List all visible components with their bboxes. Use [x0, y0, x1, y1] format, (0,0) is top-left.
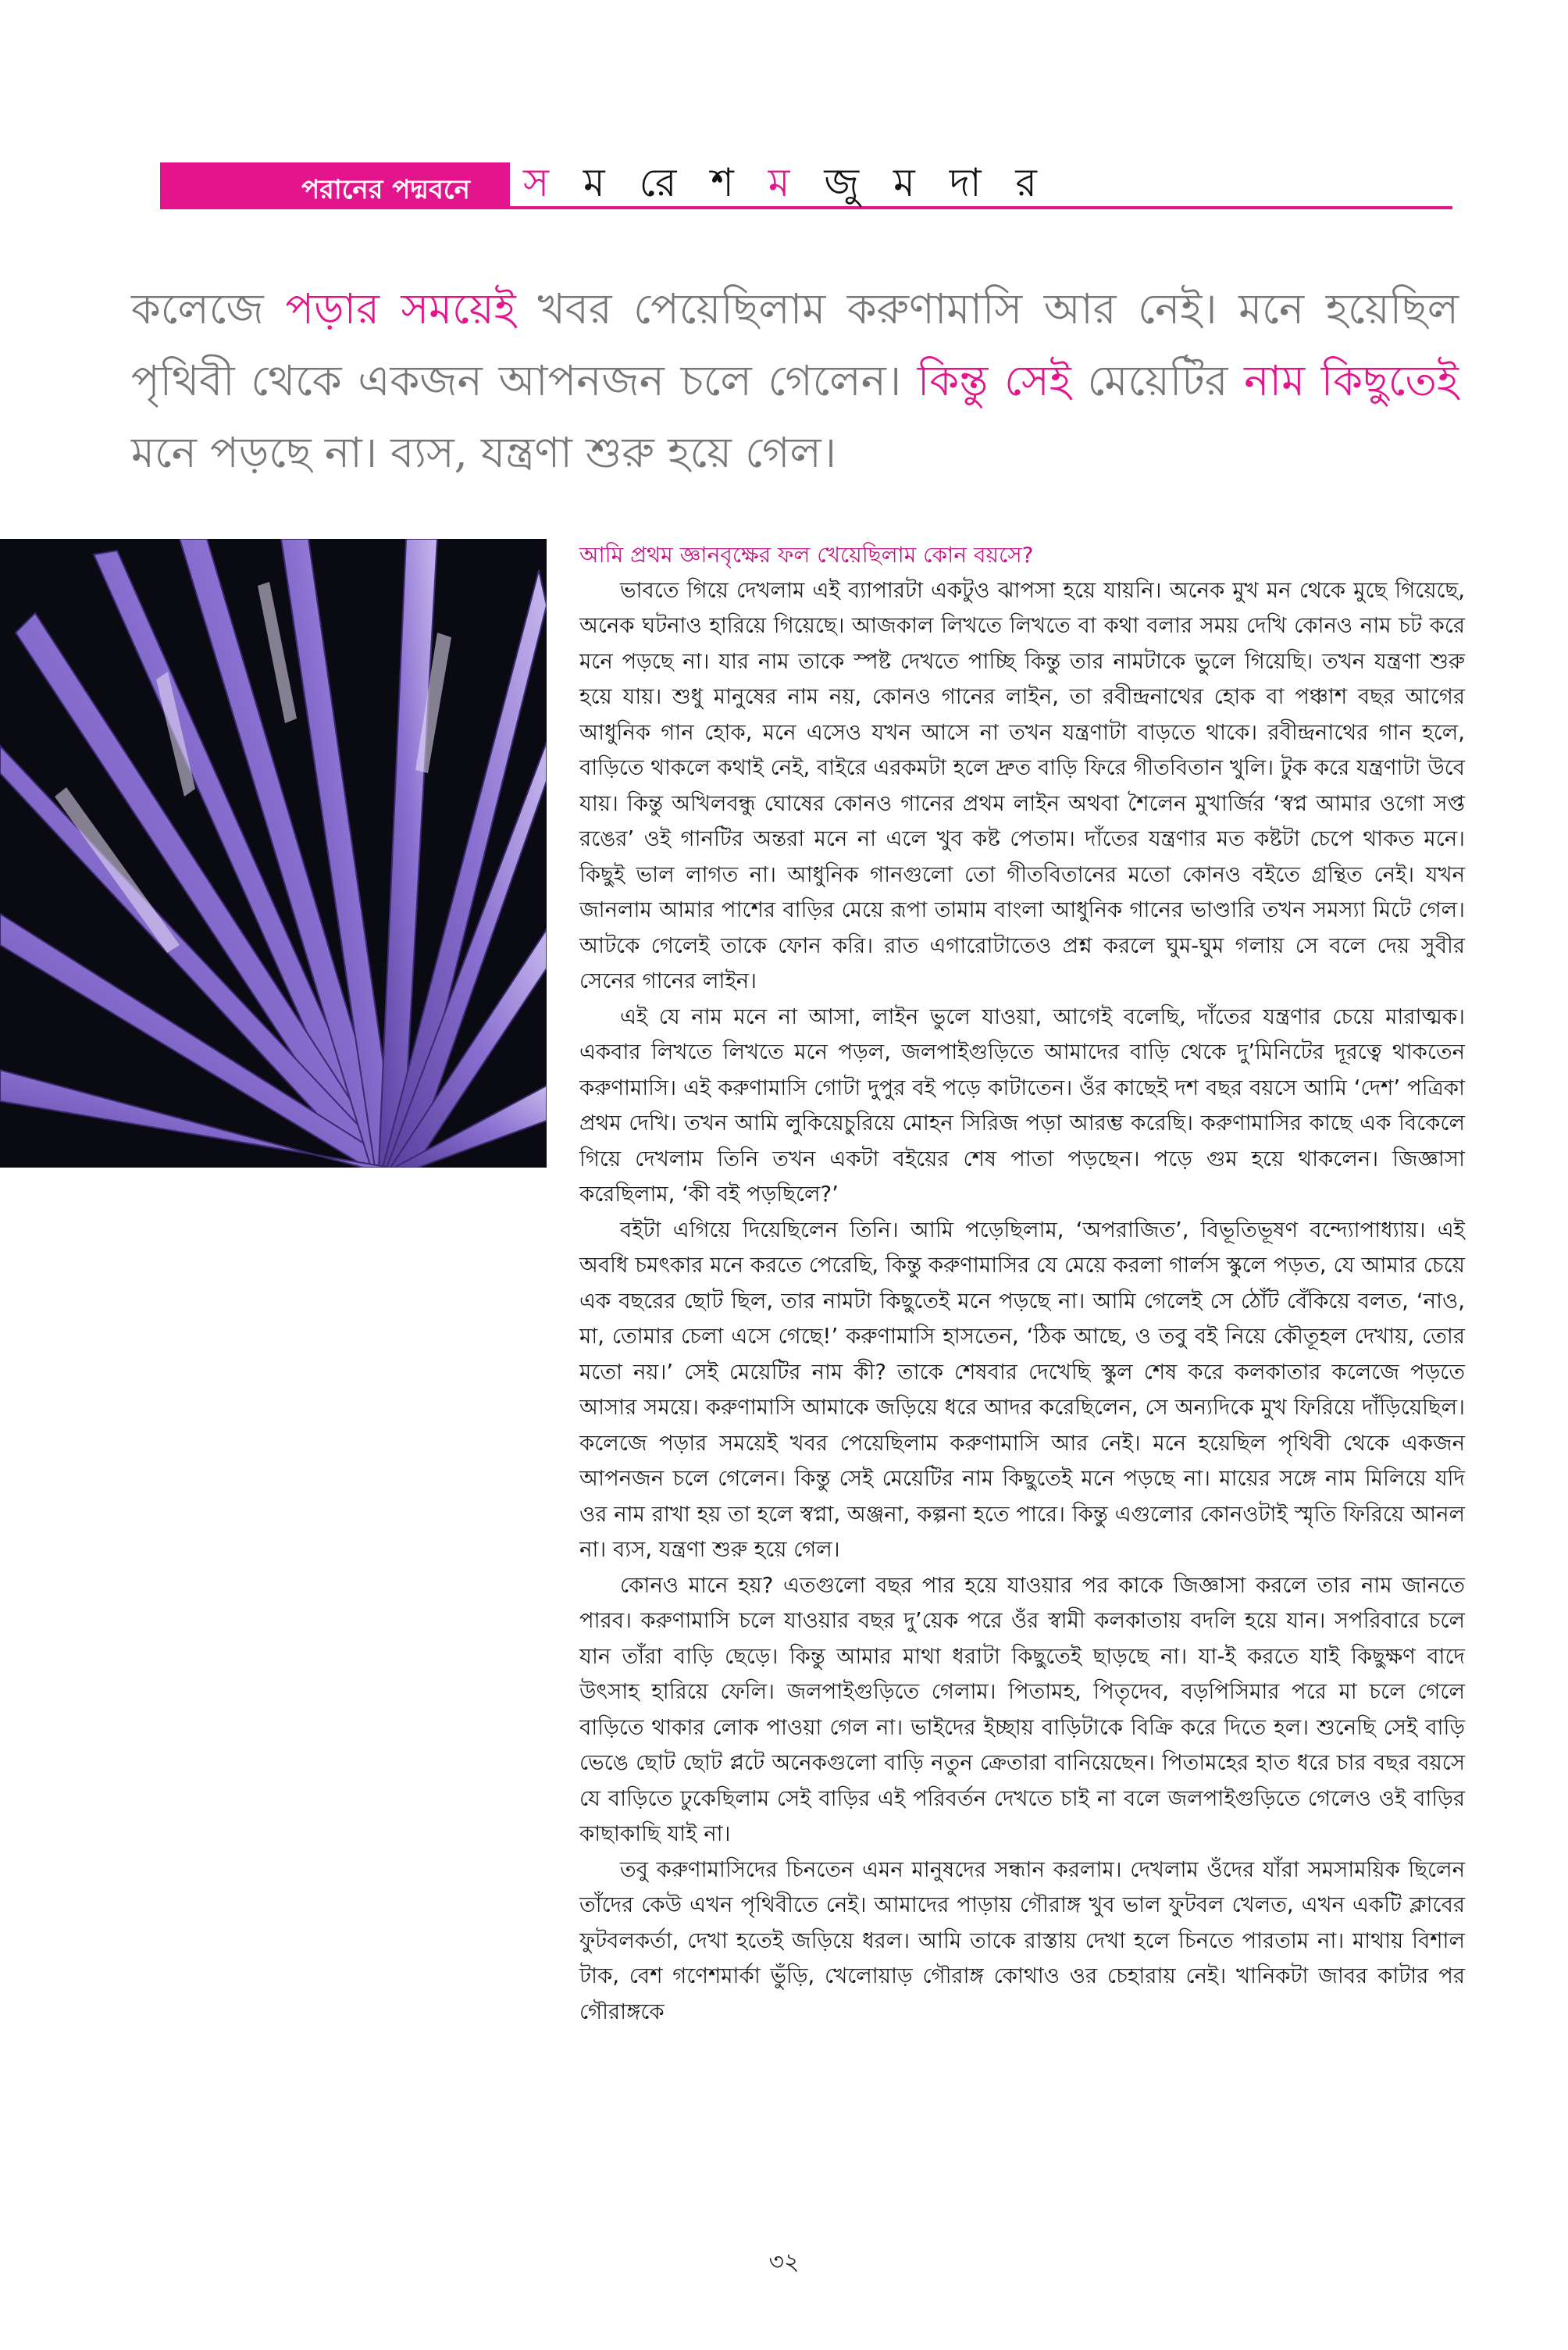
series-label: পরানের পদ্মবনে: [262, 170, 510, 209]
lead-text-4: মনে পড়ছে না। ব্যস, যন্ত্রণা শুরু হয়ে গেল।: [131, 428, 837, 477]
lead-highlight-3: নাম কিছুতেই: [1244, 356, 1459, 405]
author-name: [523, 159, 1048, 206]
lead-pull-quote: [131, 273, 1459, 489]
body-paragraph: কোনও মানে হয়? এতগুলো বছর পার হয়ে যাওয়ার পর কাকে জিজ্ঞাসা করলে তার নাম জানতে পারব। করুণামাসি চলে যাওয়ার বছর দু’য়েক পরে ওঁর স্বামী কলকাতায় বদলি হয়ে যান। সপরিবারে চলে যান তাঁরা বাড়ি ছেড়ে। কিন্তু আমার মাথা ধরাটা কিছুতেই ছাড়ছে না। যা-ই করতে যাই কিছুক্ষণ বাদে উৎসাহ হারিয়ে ফেলি। জলপাইগুড়িতে গেলাম। পিতামহ, পিতৃদেব, বড়পিসিমার পরে মা চলে গেলে বাড়িতে থাকার লোক পাওয়া গেল না। ভাইদের ইচ্ছায় বাড়িটাকে বিক্রি করে দিতে হল। শুনেছি সেই বাড়ি ভেঙে ছোট ছোট প্লটে অনেকগুলো বাড়ি নতুন ক্রেতারা বানিয়েছেন। পিতামহের হাত ধরে চার বছর বয়সে যে বাড়িতে ঢুকেছিলাম সেই বাড়ির এই পরিবর্তন দেখতে চাই না বলে জলপাইগুড়িতে গেলেও ওই বাড়ির কাছাকাছি যাই না।: [579, 1572, 1465, 1846]
author-last-rest: জু ম দা র: [800, 160, 1048, 205]
body-paragraph: তবু করুণামাসিদের চিনতেন এমন মানুষদের সন্ধান করলাম। দেখলাম ওঁদের যাঁরা সমসাময়িক ছিলেন তাঁদের কেউ এখন পৃথিবীতে নেই। আমাদের পাড়ায় গৌরাঙ্গ খুব ভাল ফুটবল খেলত, এখন একটি ক্লাবের ফুটবলকর্তা, দেখা হতেই জড়িয়ে ধরল। আমি তাকে রাস্তায় দেখা হলে চিনতে পারতাম না। মাথায় বিশাল টাক, বেশ গণেশমার্কা ভুঁড়ি, খেলোয়াড় গৌরাঙ্গ কোথাও ওর চেহারায় নেই। খানিকটা জাবর কাটার পর গৌরাঙ্গকে: [579, 1856, 1465, 2024]
lead-text-2: খবর পেয়েছিলাম করুণামাসি আর নেই। মনে হয়েছিল পৃথিবী থেকে একজন আপনজন চলে গেলেন।: [131, 284, 1459, 405]
palm-leaf-photo: [0, 539, 547, 1168]
lead-text-1: কলেজে: [131, 284, 286, 333]
lead-text-3: মেয়েটির: [1071, 356, 1245, 405]
article-header: [160, 162, 1452, 209]
body-paragraph: ভাবতে গিয়ে দেখলাম এই ব্যাপারটা একটুও ঝাপসা হয়ে যায়নি। অনেক মুখ মন থেকে মুছে গিয়েছে, অনেক ঘটনাও হারিয়ে গিয়েছে। আজকাল লিখতে লিখতে বা কথা বলার সময় দেখি কোনও নাম চট করে মনে পড়ছে না। যার নাম তাকে স্পষ্ট দেখতে পাচ্ছি কিন্তু তার নামটাকে ভুলে গিয়েছি। তখন যন্ত্রণা শুরু হয়ে যায়। শুধু মানুষের নাম নয়, কোনও গানের লাইন, তা রবীন্দ্রনাথের হোক বা পঞ্চাশ বছর আগের আধুনিক গান হোক, মনে এসেও যখন আসে না তখন যন্ত্রণাটা বাড়তে থাকে। রবীন্দ্রনাথের গান হলে, বাড়িতে থাকলে কথাই নেই, বাইরে এরকমটা হলে দ্রুত বাড়ি ফিরে গীতবিতান খুলি। টুক করে যন্ত্রণাটা উবে যায়। কিন্তু অখিলবন্ধু ঘোষের কোনও গানের প্রথম লাইন অথবা শৈলেন মুখার্জির ‘স্বপ্ন আমার ওগো সপ্ত রঙের’ ওই গানটির অন্তরা মনে না এলে খুব কষ্ট পেতাম। দাঁতের যন্ত্রণার মত কষ্টটা চেপে থাকত মনে। কিছুই ভাল লাগত না। আধুনিক গানগুলো তো গীতবিতানের মতো কোনও বইতে গ্রন্থিত নেই। যখন জানলাম আমার পাশের বাড়ির মেয়ে রূপা তামাম বাংলা আধুনিক গানের ভাণ্ডারি তখন সমস্যা মিটে গেল। আটকে গেলেই তাকে ফোন করি। রাত এগারোটাতেও প্রশ্ন করলে ঘুম-ঘুম গলায় সে বলে দেয় সুবীর সেনের গানের লাইন।: [579, 577, 1465, 993]
lead-highlight-2: কিন্তু সেই: [917, 356, 1071, 405]
body-paragraph: বইটা এগিয়ে দিয়েছিলেন তিনি। আমি পড়েছিলাম, ‘অপরাজিত’, বিভূতিভূষণ বন্দ্যোপাধ্যায়। এই অবধি চমৎকার মনে করতে পেরেছি, কিন্তু করুণামাসির যে মেয়ে করলা গার্লস স্কুলে পড়ত, যে আমার চেয়ে এক বছরের ছোট ছিল, তার নামটা কিছুতেই মনে পড়ছে না। আমি গেলেই সে ঠোঁট বেঁকিয়ে বলত, ‘নাও, মা, তোমার চেলা এসে গেছে!’ করুণামাসি হাসতেন, ‘ঠিক আছে, ও তবু বই নিয়ে কৌতূহল দেখায়, তোর মতো নয়।’ সেই মেয়েটির নাম কী? তাকে শেষবার দেখেছি স্কুল শেষ করে কলকাতার কলেজে পড়তে আসার সময়ে। করুণামাসি আমাকে জড়িয়ে ধরে আদর করেছিলেন, সে অন্যদিকে মুখ ফিরিয়ে দাঁড়িয়েছিল। কলেজে পড়ার সময়েই খবর পেয়েছিলাম করুণামাসি আর নেই। মনে হয়েছিল পৃথিবী থেকে একজন আপনজন চলে গেলেন। কিন্তু সেই মেয়েটির নাম কিছুতেই মনে পড়ছে না। মায়ের সঙ্গে নাম মিলিয়ে যদি ওর নাম রাখা হয় তা হলে স্বপ্না, অঞ্জনা, কল্পনা হতে পারে। কিন্তু এগুলোর কোনওটাই স্মৃতি ফিরিয়ে আনল না। ব্যস, যন্ত্রণা শুরু হয়ে গেল।: [579, 1217, 1465, 1562]
header-rule: [510, 206, 1452, 209]
page-number: ৩২: [768, 2248, 800, 2276]
author-first-initial: স: [523, 160, 561, 205]
article-body: [579, 537, 1465, 2030]
body-paragraph: এই যে নাম মনে না আসা, লাইন ভুলে যাওয়া, আগেই বলেছি, দাঁতের যন্ত্রণার চেয়ে মারাত্মক। একবার লিখতে লিখতে মনে পড়ল, জলপাইগুড়িতে আমাদের বাড়ি থেকে দু’মিনিটের দূরত্বে থাকতেন করুণামাসি। এই করুণামাসি গোটা দুপুর বই পড়ে কাটাতেন। ওঁর কাছেই দশ বছর বয়সে আমি ‘দেশ’ পত্রিকা প্রথম দেখি। তখন আমি লুকিয়েচুরিয়ে মোহন সিরিজ পড়া আরম্ভ করেছি। করুণামাসির কাছে এক বিকেলে গিয়ে দেখলাম তিনি তখন একটা বইয়ের শেষ পাতা পড়ছেন। পড়ে গুম হয়ে থাকলেন। জিজ্ঞাসা করেছিলাম, ‘কী বই পড়ছিলে?’: [579, 1004, 1465, 1207]
lead-highlight-1: পড়ার সময়েই: [285, 284, 516, 333]
article-subhead: আমি প্রথম জ্ঞানবৃক্ষের ফল খেয়েছিলাম কোন বয়সে?: [579, 542, 1034, 568]
author-last-initial: ম: [768, 160, 801, 205]
author-first-rest: ম রে শ: [560, 160, 768, 205]
